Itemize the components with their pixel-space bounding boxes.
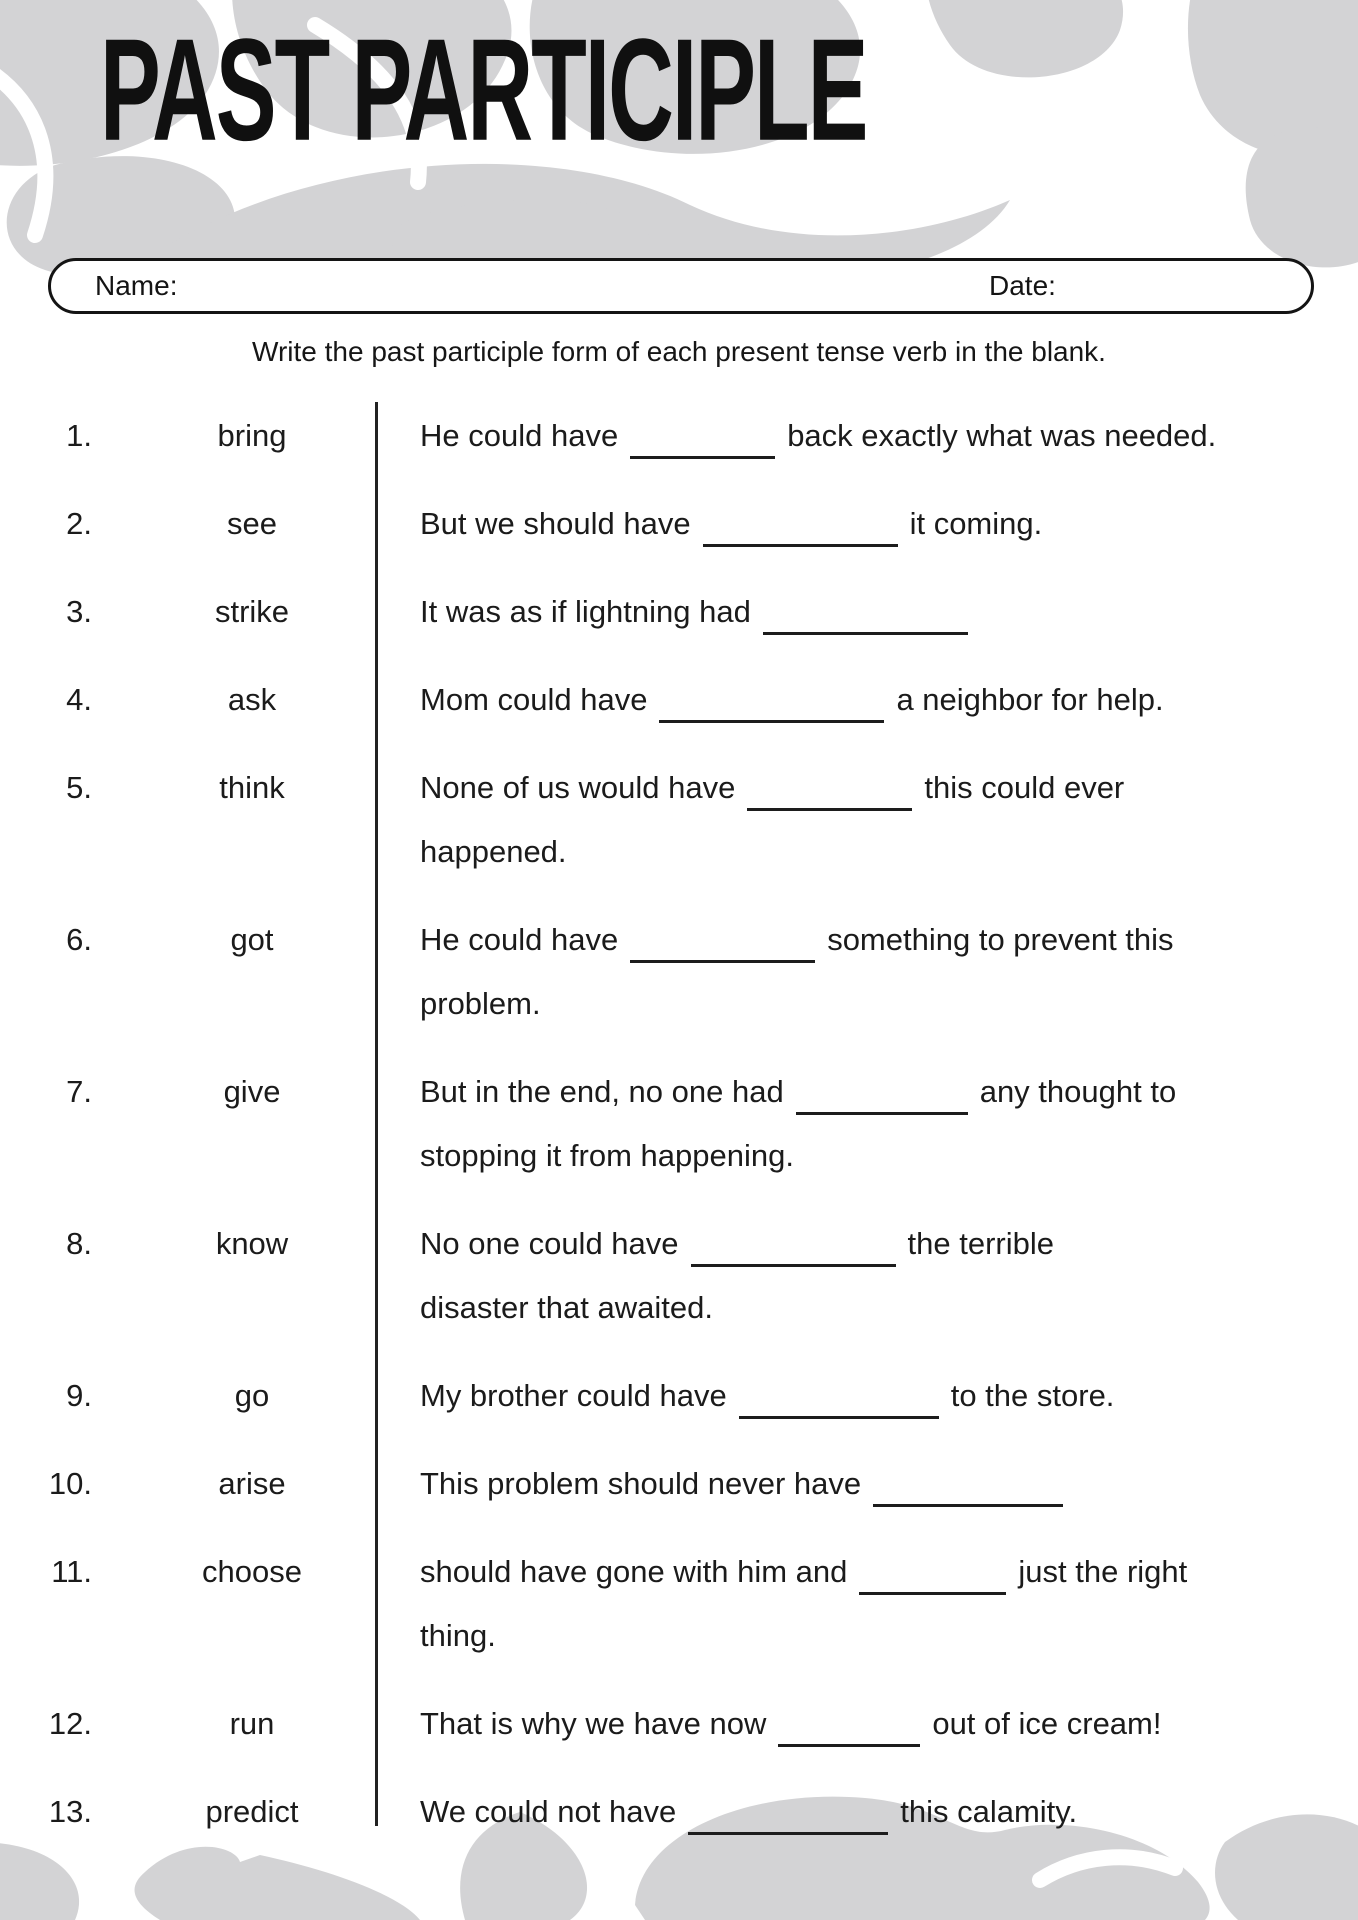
- sentence-text: [420, 668, 1220, 732]
- verb-label: think: [219, 770, 285, 805]
- worksheet-row: [0, 580, 1358, 644]
- sentence-second-line: thing.: [420, 1618, 496, 1653]
- sentence-text: [420, 1692, 1220, 1756]
- sentence-after-blank: out of ice cream!: [932, 1706, 1162, 1741]
- sentence-before-blank: This problem should never have: [420, 1466, 862, 1501]
- answer-blank[interactable]: [630, 425, 775, 459]
- worksheet-rows: [0, 404, 1358, 1868]
- verb-label: go: [234, 1378, 270, 1413]
- sentence-text: [420, 1452, 1220, 1516]
- worksheet-row: [0, 1060, 1358, 1188]
- sentence-text: [420, 404, 1220, 468]
- item-number: 10.: [48, 1466, 92, 1501]
- sentence-after-blank: it coming.: [909, 506, 1043, 541]
- sentence-text: [420, 1212, 1220, 1340]
- item-number: 7.: [66, 1074, 92, 1109]
- sentence-before-blank: None of us would have: [420, 770, 736, 805]
- answer-blank[interactable]: [659, 689, 884, 723]
- worksheet-row: [0, 1692, 1358, 1756]
- sentence-before-blank: That is why we have now: [420, 1706, 767, 1741]
- item-number: 13.: [48, 1794, 92, 1829]
- verb-label: arise: [218, 1466, 286, 1501]
- sentence-before-blank: It was as if lightning had: [420, 594, 751, 629]
- sentence-second-line: disaster that awaited.: [420, 1290, 713, 1325]
- date-label: Date:: [989, 270, 1056, 301]
- sentence-after-blank: just the right: [1018, 1554, 1188, 1589]
- sentence-after-blank: the terrible: [907, 1226, 1054, 1261]
- sentence-before-blank: But in the end, no one had: [420, 1074, 784, 1109]
- verb-label: strike: [214, 594, 290, 629]
- sentence-before-blank: He could have: [420, 418, 619, 453]
- answer-blank[interactable]: [688, 1801, 888, 1835]
- item-number: 11.: [51, 1554, 92, 1589]
- sentence-second-line: happened.: [420, 834, 567, 869]
- item-number: 2.: [66, 506, 92, 541]
- verb-label: know: [215, 1226, 289, 1261]
- worksheet-title: PAST PARTICIPLE: [100, 10, 867, 172]
- item-number: 6.: [66, 922, 92, 957]
- verb-label: ask: [227, 682, 277, 717]
- worksheet-row: [0, 492, 1358, 556]
- verb-label: choose: [202, 1554, 302, 1589]
- answer-blank[interactable]: [873, 1473, 1063, 1507]
- sentence-before-blank: No one could have: [420, 1226, 679, 1261]
- verb-label: give: [223, 1074, 281, 1109]
- worksheet-row: [0, 1212, 1358, 1340]
- sentence-after-blank: to the store.: [950, 1378, 1115, 1413]
- item-number: 1.: [66, 418, 92, 453]
- sentence-before-blank: Mom could have: [420, 682, 648, 717]
- sentence-after-blank: this calamity.: [900, 1794, 1078, 1829]
- name-date-box: [48, 258, 1314, 314]
- verb-label: run: [229, 1706, 275, 1741]
- worksheet-row: [0, 1540, 1358, 1668]
- answer-blank[interactable]: [739, 1385, 939, 1419]
- sentence-text: [420, 908, 1220, 1036]
- sentence-text: [420, 580, 1220, 644]
- verb-label: bring: [217, 418, 287, 453]
- answer-blank[interactable]: [630, 929, 815, 963]
- sentence-before-blank: He could have: [420, 922, 619, 957]
- item-number: 4.: [66, 682, 92, 717]
- sentence-after-blank: something to prevent this: [827, 922, 1174, 957]
- item-number: 8.: [66, 1226, 92, 1261]
- sentence-before-blank: should have gone with him and: [420, 1554, 848, 1589]
- worksheet-row: [0, 668, 1358, 732]
- answer-blank[interactable]: [703, 513, 898, 547]
- item-number: 9.: [66, 1378, 92, 1413]
- name-label: Name:: [95, 270, 178, 301]
- sentence-before-blank: We could not have: [420, 1794, 677, 1829]
- verb-label: predict: [205, 1794, 299, 1829]
- worksheet-row: [0, 1780, 1358, 1844]
- worksheet-row: [0, 908, 1358, 1036]
- sentence-before-blank: But we should have: [420, 506, 691, 541]
- verb-label: see: [227, 506, 277, 541]
- sentence-text: [420, 756, 1220, 884]
- sentence-after-blank: this could ever: [924, 770, 1125, 805]
- sentence-after-blank: back exactly what was needed.: [787, 418, 1217, 453]
- sentence-after-blank: any thought to: [979, 1074, 1177, 1109]
- sentence-text: [420, 1780, 1220, 1844]
- sentence-second-line: stopping it from happening.: [420, 1138, 794, 1173]
- instruction-text: Write the past participle form of each present tense verb in the blank.: [252, 336, 1106, 367]
- answer-blank[interactable]: [747, 777, 912, 811]
- answer-blank[interactable]: [778, 1713, 920, 1747]
- worksheet-row: [0, 404, 1358, 468]
- item-number: 5.: [66, 770, 92, 805]
- sentence-before-blank: My brother could have: [420, 1378, 727, 1413]
- answer-blank[interactable]: [859, 1561, 1006, 1595]
- sentence-after-blank: a neighbor for help.: [896, 682, 1164, 717]
- answer-blank[interactable]: [763, 601, 968, 635]
- worksheet-row: [0, 756, 1358, 884]
- worksheet-row: [0, 1452, 1358, 1516]
- sentence-text: [420, 1060, 1220, 1188]
- item-number: 12.: [48, 1706, 92, 1741]
- sentence-text: [420, 1540, 1220, 1668]
- answer-blank[interactable]: [796, 1081, 968, 1115]
- answer-blank[interactable]: [691, 1233, 896, 1267]
- verb-label: got: [230, 922, 274, 957]
- item-number: 3.: [66, 594, 92, 629]
- sentence-text: [420, 1364, 1220, 1428]
- worksheet-row: [0, 1364, 1358, 1428]
- sentence-second-line: problem.: [420, 986, 541, 1021]
- sentence-text: [420, 492, 1220, 556]
